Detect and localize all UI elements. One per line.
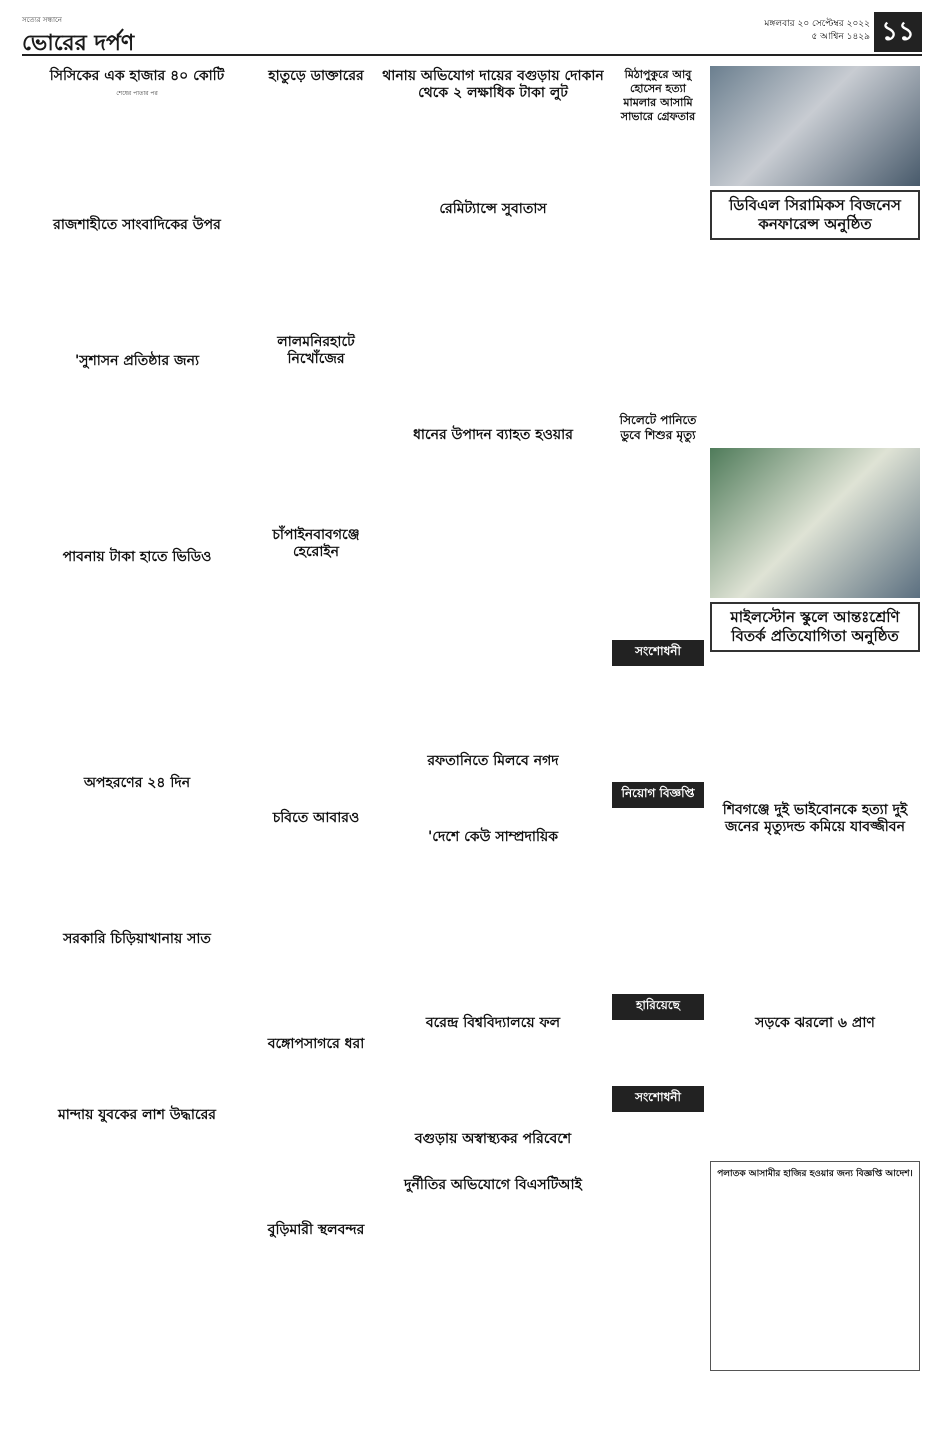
headline: চাঁপাইনবাবগঞ্জে হেরোইন <box>272 527 360 560</box>
article-body <box>710 656 920 796</box>
headline: মিঠাপুকুরে আবু হোসেন হত্যা মামলার আসামি সাভারে গ্রেফতার <box>620 68 696 123</box>
article-body <box>382 105 604 195</box>
headline: মান্দায় যুবকের লাশ উদ্ধারের <box>57 1107 216 1123</box>
headline-banner: ডিবিএল সিরামিকস বিজনেস কনফারেন্স অনুষ্ঠিত <box>710 190 920 240</box>
article-body <box>256 564 376 804</box>
page-number: ১১ <box>874 12 922 52</box>
logo-tagline: সত্যের সন্ধানে <box>22 16 62 24</box>
headline: থানায় অভিযোগ দায়ের বগুড়ায় দোকান থেকে ২ লক্ষাধিক টাকা লুট <box>382 68 604 101</box>
article-body <box>26 951 248 1101</box>
article-body <box>256 1056 376 1216</box>
headline: সড়কে ঝরলো ৬ প্রাণ <box>755 1015 875 1031</box>
box-body <box>612 810 704 990</box>
headline: রাজশাহীতে সাংবাদিকের উপর <box>53 217 221 233</box>
article-body <box>382 1035 604 1125</box>
headline: সিলেটে পানিতে ডুবে শিশুর মৃত্যু <box>619 413 697 442</box>
article-body <box>710 1035 920 1155</box>
photo-debate <box>710 448 920 598</box>
column-1 <box>26 62 248 1444</box>
masthead-logo <box>22 14 134 63</box>
article-body <box>382 447 604 747</box>
page-header <box>22 12 922 56</box>
article-body <box>26 237 248 347</box>
headline: চবিতে আবারও <box>272 810 360 826</box>
headline: বুড়িমারী স্থলবন্দর <box>267 1222 365 1238</box>
continuation-note: শেষের পাতার পর <box>116 90 158 97</box>
date-gregorian: মঙ্গলবার ২০ সেপ্টেম্বর ২০২২ <box>764 19 870 29</box>
article-body <box>382 773 604 823</box>
headline: রেমিট্যান্সে সুবাতাস <box>439 201 547 217</box>
article-body <box>710 244 920 444</box>
article-body <box>256 830 376 1030</box>
headline: বরেন্দ্র বিশ্ববিদ্যালয়ে ফল <box>425 1015 561 1031</box>
box-heading: সংশোধনী <box>612 640 704 666</box>
headline: দুর্নীতির অভিযোগে বিএসটিআই <box>404 1177 582 1193</box>
article-body <box>26 569 248 769</box>
headline: শিবগঞ্জে দুই ভাইবোনকে হত্যা দুই জনের মৃত্যুদন্ড কমিয়ে যাবজ্জীবন <box>722 802 908 835</box>
headline: বঙ্গোপসাগরে ধরা <box>267 1036 365 1052</box>
box-body <box>612 668 704 778</box>
logo-text: ভোরের দর্পণ <box>22 30 135 56</box>
headline: বগুড়ায় অস্বাস্থ্যকর পরিবেশে <box>414 1131 572 1147</box>
article-body <box>382 849 604 1009</box>
photo-conference <box>710 66 920 186</box>
column-4 <box>612 62 704 1444</box>
headline: রফতানিতে মিলবে নগদ <box>427 753 559 769</box>
headline: সরকারি চিড়িয়াখানায় সাত <box>63 931 211 947</box>
article-body <box>26 101 248 211</box>
article-body <box>256 88 376 328</box>
article-body <box>382 221 604 421</box>
headline: অপহরণের ২৪ দিন <box>83 775 191 791</box>
article-body <box>26 373 248 543</box>
column-2 <box>256 62 376 1444</box>
issue-date <box>764 18 870 44</box>
article-body <box>382 1151 604 1171</box>
article-body <box>26 795 248 925</box>
headline: লালমনিরহাটে নিখোঁজের <box>277 334 355 367</box>
notice-title: পলাতক আসামীর হাজির হওয়ার জন্য বিজ্ঞপ্তি আদেশ। <box>717 1169 913 1179</box>
box-heading: সংশোধনী <box>612 1086 704 1112</box>
date-bengali: ৫ আশ্বিন ১৪২৯ <box>811 32 870 42</box>
article-body <box>256 371 376 521</box>
headline: সিসিকের এক হাজার ৪০ কোটি <box>49 68 225 84</box>
headline: হাতুড়ে ডাক্তারের <box>268 68 364 84</box>
headline: ধানের উপাদন ব্যাহত হওয়ার <box>413 427 573 443</box>
article-body <box>710 839 920 1009</box>
headline: 'সুশাসন প্রতিষ্ঠার জন্য <box>74 353 199 369</box>
box-heading: নিয়োগ বিজ্ঞপ্তি <box>612 782 704 808</box>
column-5 <box>710 62 920 1444</box>
headline: 'দেশে কেউ সাম্প্রদায়িক <box>428 829 558 845</box>
article-body <box>612 446 704 636</box>
column-3 <box>382 62 604 1444</box>
headline-banner: মাইলস্টোন স্কুলে আন্তঃশ্রেণি বিতর্ক প্রতিযোগিতা অনুষ্ঠিত <box>710 602 920 652</box>
article-body <box>612 127 704 407</box>
box-heading: হারিয়েছে <box>612 994 704 1020</box>
box-body <box>612 1022 704 1082</box>
headline: পাবনায় টাকা হাতে ভিডিও <box>62 549 212 565</box>
court-notice <box>710 1161 920 1371</box>
